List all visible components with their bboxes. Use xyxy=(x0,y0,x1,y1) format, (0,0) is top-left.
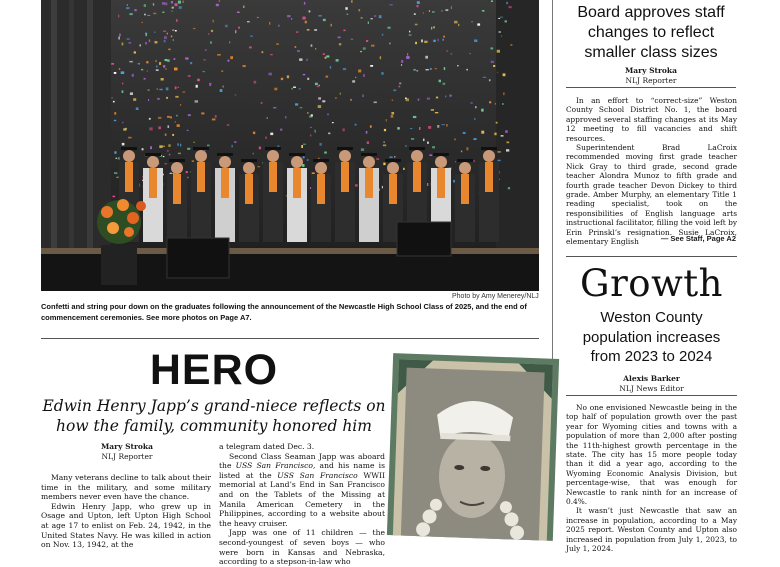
paragraph: Many veterans decline to talk about their time in the military, and some military members never even have the chance. xyxy=(41,473,211,502)
paragraph: Edwin Henry Japp, who grew up in Osage and Upton, left Upton High School at age 17 to enlist on Feb. 24, 1942, in the United States Navy. He was killed in action on Nov. 13, 1942, at the xyxy=(41,501,211,550)
growth-body xyxy=(566,403,737,554)
growth-byline xyxy=(566,374,737,394)
section-divider xyxy=(566,256,737,257)
paragraph: a telegram dated Dec. 3. xyxy=(219,442,315,451)
growth-headline: Growth xyxy=(580,262,723,305)
byline-name: Mary Stroka xyxy=(101,442,153,451)
hero-column-2 xyxy=(219,442,385,567)
section-divider xyxy=(41,338,539,339)
graduation-photo xyxy=(41,0,539,291)
hero-byline xyxy=(41,442,213,462)
paragraph: Superintendent Brad LaCroix recommended moving first grade teacher Nick Gray to third grade, second grade teacher Alondra Munoz to fifth grade and fourth grade teacher Devon Dickey to third grade. Amber Murphy, an elementary Title 1 reading specialist, took on the responsibilities of English language arts instructional facilitator, filling the void left by Erin Prinskl’s resignation. Susie LaCroix, elementary English xyxy=(566,143,737,247)
photo-caption: Confetti and string pour down on the graduates following the announcement of the Newcastle High School Class of 2025, and the end of commencement ceremonies. See more photos on Page A7. xyxy=(41,302,527,322)
hero-column-1 xyxy=(41,473,211,550)
byline-rule xyxy=(566,87,736,88)
paragraph: No one envisioned Newcastle being in the top half of population growth over the past year for Wyoming cities and towns with a population of more than 2,000 after posting the 11th-highest growth percentage in the state. The city has 15 more people today than it did a year ago, according to the Wyoming Economic Analysis Division, but percentage-wise, that was enough for Newcastle to rank ninth for an increase of 0.4%. xyxy=(566,403,737,507)
byline-name: Alexis Barker xyxy=(623,374,680,383)
hero-headline: HERO xyxy=(149,346,279,394)
byline-org: NLJ Reporter xyxy=(625,76,677,85)
byline-rule xyxy=(566,395,737,396)
paragraph: In an effort to “correct-size” Weston County School District No. 1, the board approved several staffing changes at its May 12 meeting to fill vacancies and shift resources. xyxy=(566,96,737,143)
paragraph: Japp was one of 11 children — the second-youngest of seven boys — who were born in Kansas and Nebraska, according to a stepson-in-law who xyxy=(219,528,385,567)
staff-byline xyxy=(566,66,736,86)
hero-deck: Edwin Henry Japp’s grand-niece reflects on how the family, community honored him xyxy=(42,397,386,435)
paragraph: Second Class Seaman Japp was aboard the USS San Francisco, and his name is listed at the USS San Francisco WWII memorial at Land’s End in San Francisco and on the Tablets of the Missing at Manila American Cemetery in the Philippines, according to a website about the heavy cruiser. xyxy=(219,451,386,528)
byline-org: NLJ Reporter xyxy=(101,452,153,461)
byline-name: Mary Stroka xyxy=(625,66,677,75)
byline-org: NLJ News Editor xyxy=(619,384,684,393)
paragraph: It wasn’t just Newcastle that saw an increase in population, according to a May 2025 report. Weston County and Upton also increased in population from July 1, 2023, to July 1, 2024. xyxy=(566,506,737,554)
growth-deck: Weston County population increases from 2023 to 2024 xyxy=(582,309,721,365)
staff-jump-link[interactable]: — See Staff, Page A2 xyxy=(660,234,736,243)
photo-credit: Photo by Amy Menerey/NLJ xyxy=(452,293,539,300)
staff-headline: Board approves staff changes to reflect smaller class sizes xyxy=(577,4,725,61)
sailor-portrait-photo xyxy=(387,353,559,541)
